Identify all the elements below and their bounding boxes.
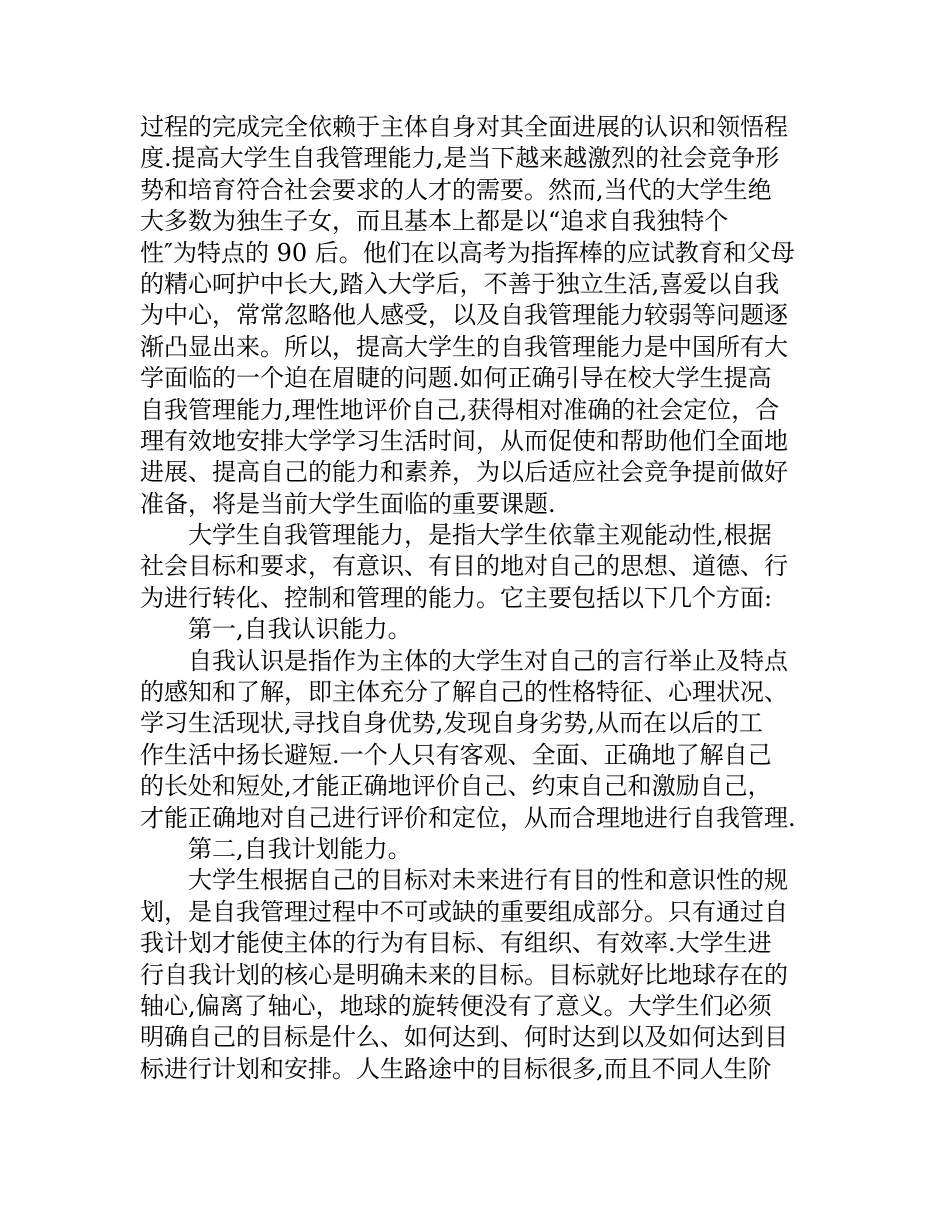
- document-body: [140, 112, 830, 1085]
- text-line: 我计划才能使主体的行为有目标、有组织、有效率.大学生进: [140, 929, 772, 958]
- text-line: 学面临的一个迫在眉睫的问题.如何正确引导在校大学生提高: [140, 364, 772, 393]
- text-line: 的精心呵护中长大,踏入大学后，不善于独立生活,喜爱以自我: [140, 269, 780, 298]
- text-line: 进展、提高自己的能力和素养，为以后适应社会竞争提前做好: [140, 458, 788, 487]
- text-line: 理有效地安排大学学习生活时间，从而促使和帮助他们全面地: [140, 426, 788, 455]
- text-line: 第一,自我认识能力。: [188, 615, 412, 644]
- text-line: 度.提高大学生自我管理能力,是当下越来越激烈的社会竞争形: [140, 144, 780, 173]
- text-line: 准备，将是当前大学生面临的重要课题.: [140, 489, 556, 518]
- text-line: 轴心,偏离了轴心，地球的旋转便没有了意义。大学生们必须: [140, 991, 772, 1020]
- text-line: 标进行计划和安排。人生路途中的目标很多,而且不同人生阶: [140, 1054, 772, 1083]
- text-line: 社会目标和要求，有意识、有目的地对自己的思想、道德、行: [140, 552, 788, 581]
- text-line: 才能正确地对自己进行评价和定位，从而合理地进行自我管理.: [140, 803, 796, 832]
- text-line: 的长处和短处,才能正确地评价自己、约束自己和激励自己，: [140, 772, 772, 801]
- text-line: 渐凸显出来。所以，提高大学生的自我管理能力是中国所有大: [140, 332, 788, 361]
- text-line: 自我认识是指作为主体的大学生对自己的言行举止及特点: [188, 646, 788, 675]
- text-line: 过程的完成完全依赖于主体自身对其全面进展的认识和领悟程: [140, 113, 788, 141]
- text-line: 的感知和了解，即主体充分了解自己的性格特征、心理状况、: [140, 678, 788, 707]
- text-line: 自我管理能力,理性地评价自己,获得相对准确的社会定位，合: [140, 395, 780, 424]
- text-line: 势和培育符合社会要求的人才的需要。然而,当代的大学生绝: [140, 175, 772, 204]
- text-line: 明确自己的目标是什么、如何达到、何时达到以及如何达到目: [140, 1023, 788, 1052]
- text-line: 大多数为独生子女，而且基本上都是以“追求自我独特个: [140, 207, 729, 236]
- text-line: 大学生自我管理能力，是指大学生依靠主观能动性,根据: [188, 521, 772, 550]
- text-line: 作生活中扬长避短.一个人只有客观、全面、正确地了解自己: [140, 740, 772, 769]
- text-line: 第二,自我计划能力。: [188, 834, 412, 863]
- text-line: 性″为特点的 90 后。他们在以高考为指挥棒的应试教育和父母: [140, 238, 795, 267]
- text-line: 划，是自我管理过程中不可或缺的重要组成部分。只有通过自: [140, 897, 788, 926]
- text-line: 为中心，常常忽略他人感受，以及自我管理能力较弱等问题逐: [140, 301, 788, 330]
- text-line: 为进行转化、控制和管理的能力。它主要包括以下几个方面:: [140, 583, 773, 612]
- text-line: 学习生活现状,寻找自身优势,发现自身劣势,从而在以后的工: [140, 709, 763, 738]
- text-line: 行自我计划的核心是明确未来的目标。目标就好比地球存在的: [140, 960, 788, 989]
- text-line: 大学生根据自己的目标对未来进行有目的性和意识性的规: [188, 866, 788, 895]
